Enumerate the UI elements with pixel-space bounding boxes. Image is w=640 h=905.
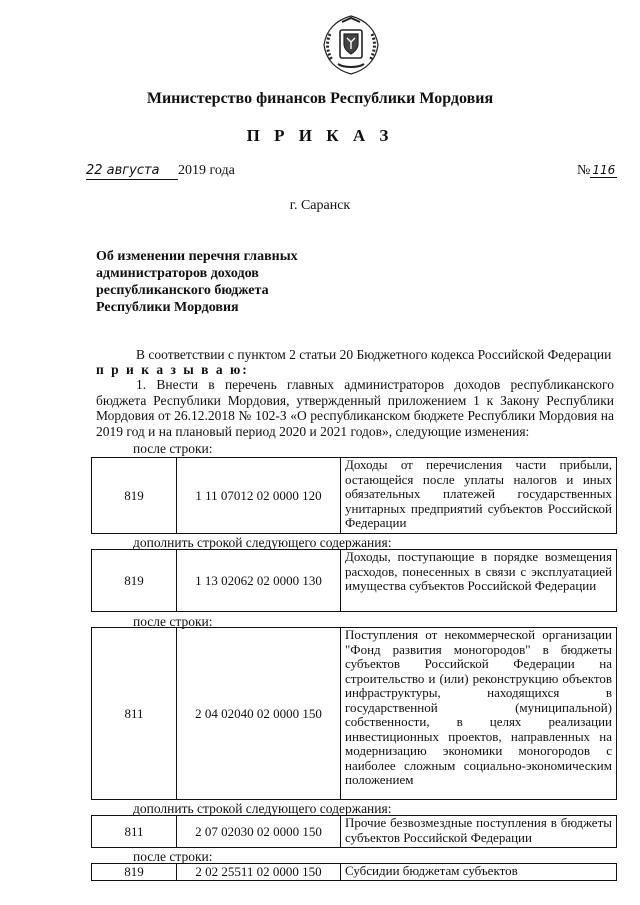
kbk-code-cell: 2 02 25511 02 0000 150 [177, 864, 341, 881]
admin-code-cell: 819 [92, 550, 177, 612]
item-1-paragraph: 1. Внести в перечень главных администраторов доходов республиканского бюджета Республики Мордовия, утвержденный приложением 1 к Закону Республики Мордовия от 26.12.2018 № 102-З «О республиканском бюджете Республики Мордовия на 2019 год и на плановый период 2020 и 2021 годов», следующие изменения: [96, 377, 614, 439]
order-number [577, 163, 617, 179]
admin-code-cell: 819 [92, 458, 177, 534]
kbk-code-cell: 1 13 02062 02 0000 130 [177, 550, 341, 612]
kbk-code-cell: 2 07 02030 02 0000 150 [177, 816, 341, 848]
revenue-table [91, 549, 617, 612]
admin-code-cell: 811 [92, 628, 177, 800]
intro-paragraph: В соответствии с пунктом 2 статьи 20 Бюджетного кодекса Российской Федерации [136, 347, 612, 362]
revenue-table [91, 457, 617, 534]
subject-line: республиканского бюджета [96, 283, 269, 298]
document-type: П Р И К А З [246, 126, 394, 145]
revenue-name-cell: Доходы, поступающие в порядке возмещения расходов, понесенных в связи с эксплуатацией имущества субъектов Российской Федерации [341, 550, 617, 612]
block-caption: дополнить строкой следующего содержания: [133, 801, 392, 816]
number-prefix: № [577, 163, 591, 178]
city: г. Саранск [289, 198, 351, 213]
date-year: 2019 года [178, 163, 235, 178]
table-row [92, 550, 617, 612]
order-date [86, 163, 235, 180]
kbk-code-cell: 1 11 07012 02 0000 120 [177, 458, 341, 534]
date-handwritten: 22 августа [86, 163, 178, 180]
block-caption: дополнить строкой следующего содержания: [133, 535, 392, 550]
revenue-name-cell: Прочие безвозмездные поступления в бюджеты субъектов Российской Федерации [341, 816, 617, 848]
coat-of-arms-icon [318, 12, 384, 78]
kbk-code-cell: 2 04 02040 02 0000 150 [177, 628, 341, 800]
subject-line: Об изменении перечня главных [96, 249, 298, 264]
table-row [92, 816, 617, 848]
block-caption: после строки: [133, 441, 213, 456]
admin-code-cell: 819 [92, 864, 177, 881]
order-word: п р и к а з ы в а ю: [96, 362, 249, 377]
revenue-name-cell: Поступления от некоммерческой организации "Фонд развития моногородов" в бюджеты субъектов Российской Федерации на строительство и (или) реконструкцию объектов инфраструктуры, находящихся в государственной (муниципальной) собственности, в целях реализации инвестиционных проектов, направленных на модернизацию экономики моногородов с наиболее сложным социально-экономическим положением [341, 628, 617, 800]
subject-line: администраторов доходов [96, 266, 259, 281]
ministry-name: Министерство финансов Республики Мордовия [146, 90, 494, 107]
block-caption: после строки: [133, 614, 213, 629]
subject-heading [96, 248, 298, 316]
table-row [92, 628, 617, 800]
table-row [92, 864, 617, 881]
revenue-name-cell: Субсидии бюджетам субъектов [341, 864, 617, 881]
revenue-table [91, 863, 617, 881]
admin-code-cell: 811 [92, 816, 177, 848]
number-handwritten: 116 [592, 163, 616, 177]
subject-line: Республики Мордовия [96, 300, 239, 315]
block-caption: после строки: [133, 849, 213, 864]
revenue-table [91, 627, 617, 800]
table-row [92, 458, 617, 534]
revenue-name-cell: Доходы от перечисления части прибыли, остающейся после уплаты налогов и иных обязательных платежей государственных унитарных предприятий субъектов Российской Федерации [341, 458, 617, 534]
revenue-table [91, 815, 617, 848]
